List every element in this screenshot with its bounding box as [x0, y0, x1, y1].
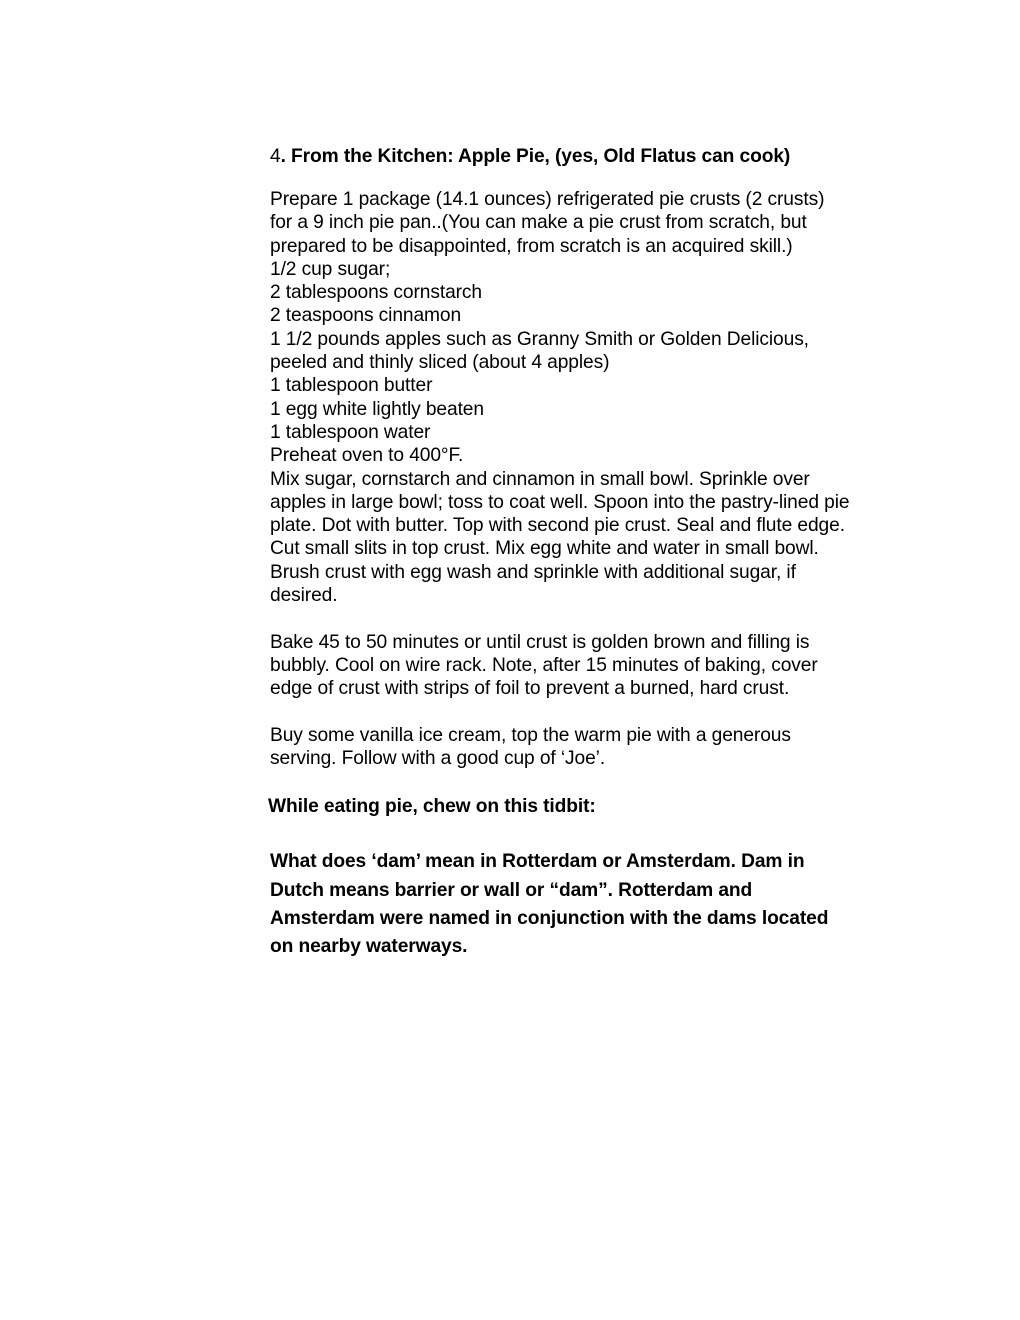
- ingredient-item: 1 tablespoon water: [270, 421, 431, 443]
- directions-paragraph: Mix sugar, cornstarch and cinnamon in small bowl. Sprinkle over apples in large bowl; toss to coat well. Spoon into the pastry-lined pie plate. Dot with butter. Top with second pie crust. Seal and flute edge. Cut small slits in top crust. Mix egg white and water in small bowl. Brush crust with egg wash and sprinkle with additional sugar, if desired.: [270, 468, 850, 607]
- ingredient-item: 1 egg white lightly beaten: [270, 398, 484, 420]
- ingredient-item: 2 teaspoons cinnamon: [270, 305, 462, 327]
- section-number: 4: [270, 146, 281, 167]
- recipe-title: . From the Kitchen: Apple Pie, (yes, Old Flatus can cook): [280, 146, 791, 167]
- intro-paragraph: Prepare 1 package (14.1 ounces) refrigerated pie crusts (2 crusts) for a 9 inch pie pan..(You can make a pie crust from scratch, but prepared to be disappointed, from scratch is an acquired skill.): [270, 189, 825, 257]
- recipe-heading: [270, 143, 850, 170]
- ingredient-item: 1 tablespoon butter: [270, 375, 433, 397]
- serving-paragraph: Buy some vanilla ice cream, top the warm pie with a generous serving. Follow with a good cup of ‘Joe’.: [270, 724, 791, 770]
- tidbit-heading: While eating pie, chew on this tidbit:: [268, 796, 596, 818]
- bake-paragraph: Bake 45 to 50 minutes or until crust is golden brown and filling is bubbly. Cool on wire rack. Note, after 15 minutes of baking, cover edge of crust with strips of foil to prevent a burned, hard crust.: [270, 631, 818, 700]
- recipe-page: [270, 143, 850, 961]
- ingredient-item: 2 tablespoons cornstarch: [270, 282, 482, 304]
- tidbit-paragraph: What does ‘dam’ mean in Rotterdam or Amsterdam. Dam in Dutch means barrier or wall or “dam”. Rotterdam and Amsterdam were named in conjunction with the dams located on nearby waterways.: [270, 851, 829, 958]
- ingredient-item: 1/2 cup sugar;: [270, 258, 391, 280]
- ingredients-list: [270, 258, 850, 444]
- preheat-instruction: Preheat oven to 400°F.: [270, 445, 464, 467]
- ingredient-item: 1 1/2 pounds apples such as Granny Smith or Golden Delicious, peeled and thinly sliced (about 4 apples): [270, 328, 809, 374]
